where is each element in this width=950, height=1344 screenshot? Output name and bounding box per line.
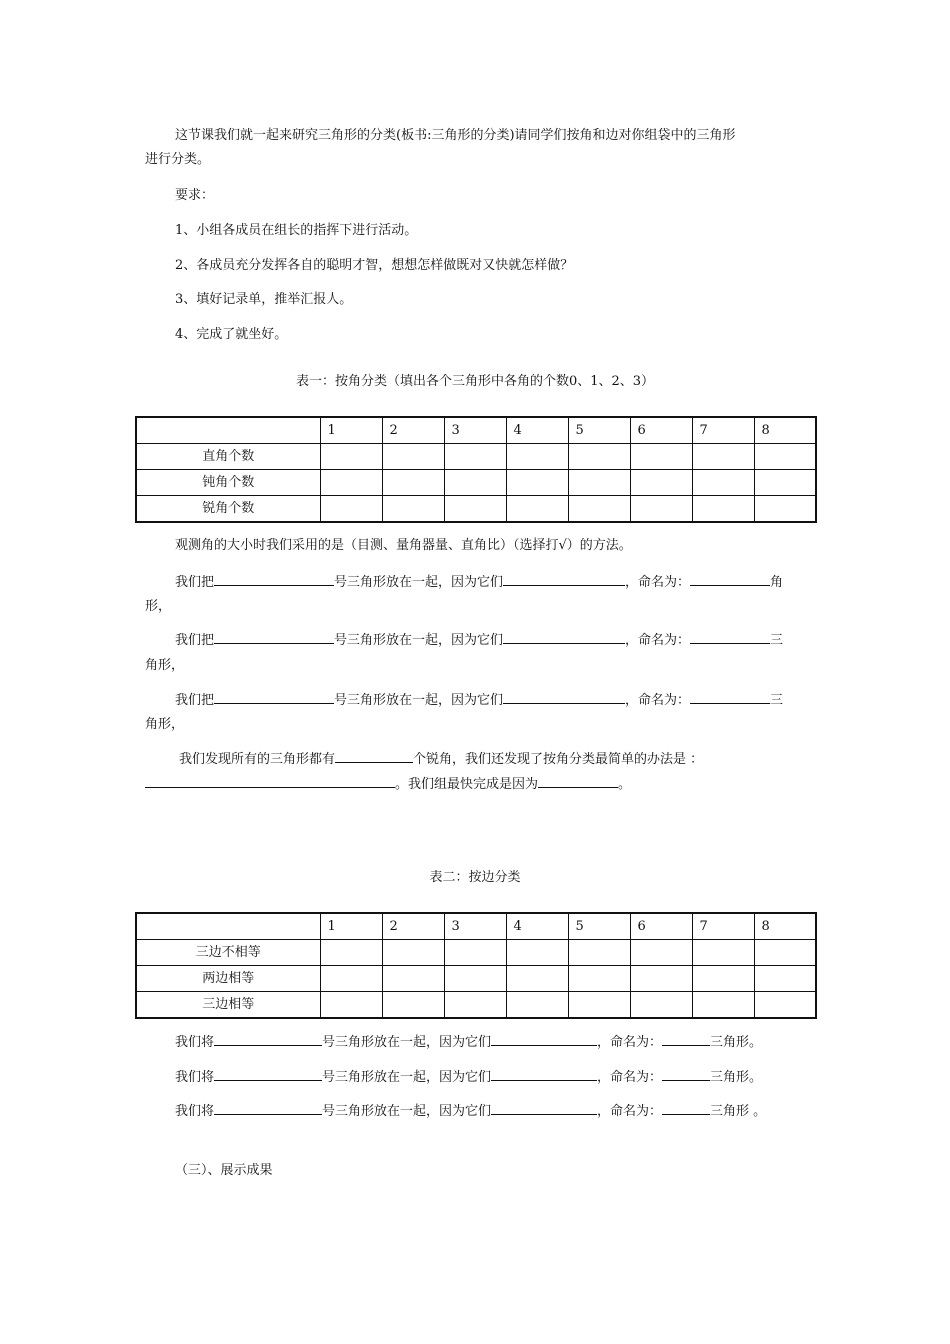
angle-group-sentence-1 bbox=[145, 570, 845, 595]
triangle-numbers-blank[interactable] bbox=[214, 1099, 322, 1115]
intro-line-1: 这节课我们就一起来研究三角形的分类(板书:三角形的分类)请同学们按角和边对你组袋中的三角形 bbox=[175, 128, 736, 143]
conclusion-text: 。 bbox=[618, 777, 632, 792]
fill-cell[interactable] bbox=[444, 992, 506, 1019]
fill-cell[interactable] bbox=[506, 992, 568, 1019]
fill-cell[interactable] bbox=[444, 966, 506, 992]
angle-classification-table bbox=[135, 416, 817, 523]
sentence-prefix: 我们将 bbox=[175, 1035, 215, 1050]
table-row bbox=[136, 470, 816, 496]
triangle-numbers-blank[interactable] bbox=[214, 570, 334, 586]
fill-cell[interactable] bbox=[692, 444, 754, 470]
angle-conclusion-line-1 bbox=[145, 747, 849, 772]
column-header: 5 bbox=[568, 417, 630, 444]
table-corner-cell bbox=[136, 417, 320, 444]
fill-cell[interactable] bbox=[630, 992, 692, 1019]
requirement-item: 4、完成了就坐好。 bbox=[175, 327, 288, 342]
fill-cell[interactable] bbox=[568, 496, 630, 523]
column-header: 8 bbox=[754, 417, 816, 444]
row-label: 锐角个数 bbox=[136, 496, 320, 523]
row-label: 直角个数 bbox=[136, 444, 320, 470]
sentence-end: 三 bbox=[770, 693, 784, 708]
sentence-naming: ，命名为： bbox=[597, 1104, 663, 1119]
sentence-prefix: 我们将 bbox=[175, 1104, 215, 1119]
table-row bbox=[136, 940, 816, 966]
sentence-end: 角 bbox=[770, 575, 784, 590]
fill-cell[interactable] bbox=[506, 966, 568, 992]
angle-group-sentence-3-cont: 角形， bbox=[145, 717, 185, 732]
sentence-naming: ，命名为： bbox=[625, 575, 691, 590]
table-row bbox=[136, 966, 816, 992]
fill-cell[interactable] bbox=[444, 496, 506, 523]
column-header: 1 bbox=[320, 913, 382, 940]
side-group-sentence-3 bbox=[145, 1099, 845, 1124]
fill-cell[interactable] bbox=[754, 496, 816, 523]
sentence-prefix: 我们把 bbox=[175, 575, 215, 590]
fill-cell[interactable] bbox=[320, 470, 382, 496]
row-label: 三边相等 bbox=[136, 992, 320, 1019]
triangle-numbers-blank[interactable] bbox=[214, 1030, 322, 1046]
fill-cell[interactable] bbox=[754, 470, 816, 496]
fill-cell[interactable] bbox=[568, 444, 630, 470]
column-header: 6 bbox=[630, 913, 692, 940]
angle-group-sentence-1-cont: 形， bbox=[145, 599, 172, 614]
fill-cell[interactable] bbox=[754, 940, 816, 966]
column-header: 7 bbox=[692, 913, 754, 940]
side-classification-table bbox=[135, 912, 817, 1019]
sentence-end: 三角形。 bbox=[710, 1035, 763, 1050]
fill-cell[interactable] bbox=[382, 496, 444, 523]
conclusion-text: 我们发现所有的三角形都有 bbox=[179, 752, 336, 767]
fill-cell[interactable] bbox=[754, 992, 816, 1019]
table-row bbox=[136, 496, 816, 523]
acute-count-blank[interactable] bbox=[335, 747, 413, 763]
fill-cell[interactable] bbox=[382, 940, 444, 966]
side-group-sentence-2 bbox=[145, 1065, 845, 1090]
column-header: 4 bbox=[506, 913, 568, 940]
reason-blank[interactable] bbox=[503, 688, 625, 704]
column-header: 3 bbox=[444, 417, 506, 444]
name-blank[interactable] bbox=[662, 1030, 710, 1046]
table2-caption: 表二：按边分类 bbox=[429, 870, 521, 885]
fill-cell[interactable] bbox=[630, 966, 692, 992]
fill-cell[interactable] bbox=[754, 966, 816, 992]
sentence-prefix: 我们把 bbox=[175, 633, 215, 648]
fastest-reason-blank[interactable] bbox=[538, 772, 618, 788]
triangle-numbers-blank[interactable] bbox=[214, 1065, 322, 1081]
fill-cell[interactable] bbox=[320, 940, 382, 966]
conclusion-text: 个锐角，我们还发现了按角分类最简单的办法是 ： bbox=[413, 752, 704, 767]
fill-cell[interactable] bbox=[320, 992, 382, 1019]
table1-caption: 表一：按角分类（填出各个三角形中各角的个数0、1、2、3） bbox=[295, 374, 655, 389]
reason-blank[interactable] bbox=[491, 1030, 597, 1046]
name-blank[interactable] bbox=[690, 688, 770, 704]
side-group-sentence-1 bbox=[145, 1030, 845, 1055]
table-header-row bbox=[136, 913, 816, 940]
sentence-end: 三角形 。 bbox=[710, 1104, 767, 1119]
requirements-heading: 要求： bbox=[175, 188, 215, 203]
sentence-naming: ，命名为： bbox=[597, 1070, 663, 1085]
name-blank[interactable] bbox=[662, 1065, 710, 1081]
fill-cell[interactable] bbox=[444, 470, 506, 496]
sentence-middle: 号三角形放在一起，因为它们 bbox=[334, 693, 504, 708]
sentence-middle: 号三角形放在一起，因为它们 bbox=[322, 1070, 492, 1085]
fill-cell[interactable] bbox=[506, 496, 568, 523]
table-header-row bbox=[136, 417, 816, 444]
sentence-middle: 号三角形放在一起，因为它们 bbox=[322, 1104, 492, 1119]
fill-cell[interactable] bbox=[444, 444, 506, 470]
row-label: 两边相等 bbox=[136, 966, 320, 992]
sentence-middle: 号三角形放在一起，因为它们 bbox=[334, 633, 504, 648]
fill-cell[interactable] bbox=[320, 444, 382, 470]
fill-cell[interactable] bbox=[382, 992, 444, 1019]
fill-cell[interactable] bbox=[382, 966, 444, 992]
reason-blank[interactable] bbox=[503, 570, 625, 586]
sentence-naming: ，命名为： bbox=[625, 633, 691, 648]
angle-group-sentence-2 bbox=[145, 628, 845, 653]
fill-cell[interactable] bbox=[382, 470, 444, 496]
conclusion-text: 。我们组最快完成是因为 bbox=[395, 777, 539, 792]
column-header: 4 bbox=[506, 417, 568, 444]
column-header: 5 bbox=[568, 913, 630, 940]
fill-cell[interactable] bbox=[568, 470, 630, 496]
reason-blank[interactable] bbox=[491, 1099, 597, 1115]
column-header: 1 bbox=[320, 417, 382, 444]
fill-cell[interactable] bbox=[320, 966, 382, 992]
fill-cell[interactable] bbox=[568, 966, 630, 992]
column-header: 2 bbox=[382, 417, 444, 444]
fill-cell[interactable] bbox=[506, 444, 568, 470]
fill-cell[interactable] bbox=[692, 940, 754, 966]
reason-blank[interactable] bbox=[503, 628, 625, 644]
observe-method-text: 观测角的大小时我们采用的是（目测、量角器量、直角比）（选择打√）的方法。 bbox=[175, 538, 632, 553]
table-corner-cell bbox=[136, 913, 320, 940]
fill-cell[interactable] bbox=[506, 940, 568, 966]
fill-cell[interactable] bbox=[568, 940, 630, 966]
fill-cell[interactable] bbox=[630, 496, 692, 523]
simplest-method-blank[interactable] bbox=[145, 772, 395, 788]
sentence-naming: ，命名为： bbox=[597, 1035, 663, 1050]
sentence-prefix: 我们把 bbox=[175, 693, 215, 708]
row-label: 三边不相等 bbox=[136, 940, 320, 966]
triangle-numbers-blank[interactable] bbox=[214, 688, 334, 704]
fill-cell[interactable] bbox=[692, 966, 754, 992]
column-header: 8 bbox=[754, 913, 816, 940]
fill-cell[interactable] bbox=[382, 444, 444, 470]
column-header: 3 bbox=[444, 913, 506, 940]
name-blank[interactable] bbox=[690, 628, 770, 644]
requirement-item: 3、填好记录单，推举汇报人。 bbox=[175, 292, 353, 307]
fill-cell[interactable] bbox=[692, 470, 754, 496]
requirement-item: 2、各成员充分发挥各自的聪明才智，想想怎样做既对又快就怎样做？ bbox=[175, 258, 574, 273]
reason-blank[interactable] bbox=[491, 1065, 597, 1081]
table-row bbox=[136, 992, 816, 1019]
sentence-end: 三角形。 bbox=[710, 1070, 763, 1085]
fill-cell[interactable] bbox=[692, 496, 754, 523]
fill-cell[interactable] bbox=[630, 444, 692, 470]
name-blank[interactable] bbox=[690, 570, 770, 586]
fill-cell[interactable] bbox=[692, 992, 754, 1019]
sentence-prefix: 我们将 bbox=[175, 1070, 215, 1085]
column-header: 7 bbox=[692, 417, 754, 444]
fill-cell[interactable] bbox=[506, 470, 568, 496]
row-label: 钝角个数 bbox=[136, 470, 320, 496]
intro-line-2: 进行分类。 bbox=[145, 152, 211, 167]
sentence-end: 三 bbox=[770, 633, 784, 648]
angle-group-sentence-3 bbox=[145, 688, 845, 713]
sentence-middle: 号三角形放在一起，因为它们 bbox=[334, 575, 504, 590]
sentence-naming: ，命名为： bbox=[625, 693, 691, 708]
fill-cell[interactable] bbox=[754, 444, 816, 470]
fill-cell[interactable] bbox=[568, 992, 630, 1019]
fill-cell[interactable] bbox=[630, 470, 692, 496]
sentence-middle: 号三角形放在一起，因为它们 bbox=[322, 1035, 492, 1050]
angle-group-sentence-2-cont: 角形， bbox=[145, 658, 185, 673]
fill-cell[interactable] bbox=[630, 940, 692, 966]
triangle-numbers-blank[interactable] bbox=[214, 628, 334, 644]
column-header: 2 bbox=[382, 913, 444, 940]
section-heading: （三）、展示成果 bbox=[175, 1163, 273, 1178]
requirement-item: 1、小组各成员在组长的指挥下进行活动。 bbox=[175, 223, 418, 238]
angle-conclusion-line-2 bbox=[145, 772, 815, 797]
table-row bbox=[136, 444, 816, 470]
column-header: 6 bbox=[630, 417, 692, 444]
name-blank[interactable] bbox=[662, 1099, 710, 1115]
fill-cell[interactable] bbox=[320, 496, 382, 523]
fill-cell[interactable] bbox=[444, 940, 506, 966]
